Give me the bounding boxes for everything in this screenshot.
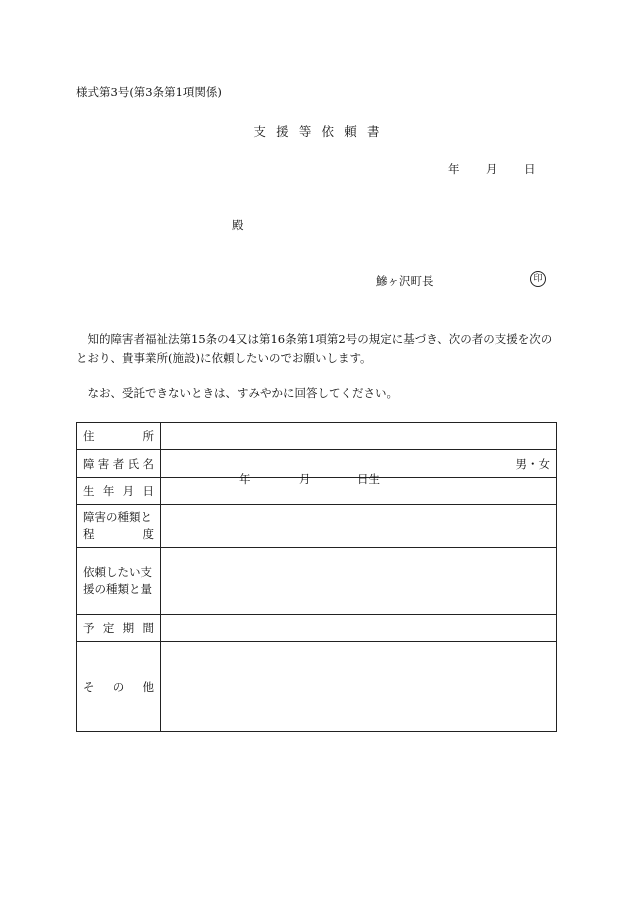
label-support: 依頼したい支 援の種類と量 — [77, 548, 161, 615]
request-paragraph: 知的障害者福祉法第15条の4又は第16条第1項第2号の規定に基づき、次の者の支援を次のとおり、貴事業所(施設)に依頼したいのでお願いします。 — [76, 332, 553, 365]
row-birthdate — [77, 478, 557, 505]
date-day-label: 日 — [524, 162, 536, 176]
date-month-label: 月 — [486, 162, 498, 176]
addressee-suffix: 殿 — [232, 218, 244, 232]
row-address — [77, 423, 557, 450]
row-other — [77, 642, 557, 732]
gender-choice[interactable]: 男・女 — [515, 456, 550, 471]
sender-name: 鰺ヶ沢町長 — [376, 274, 434, 288]
seal-mark: 印 — [530, 271, 546, 287]
row-support — [77, 548, 557, 615]
label-birthdate: 生 年 月 日 — [77, 478, 161, 505]
row-disability — [77, 505, 557, 548]
reply-note: なお、受託できないときは、すみやかに回答してください。 — [87, 386, 398, 400]
label-address: 住 所 — [77, 423, 161, 450]
disability-field[interactable] — [161, 505, 557, 548]
label-period: 予 定 期 間 — [77, 615, 161, 642]
label-other: そ の 他 — [77, 642, 161, 732]
address-field[interactable] — [161, 423, 557, 450]
label-name: 障 害 者 氏 名 — [77, 450, 161, 478]
support-field[interactable] — [161, 548, 557, 615]
document-title: 支 援 等 依 頼 書 — [253, 124, 383, 139]
birth-year-label: 年 — [239, 472, 251, 486]
row-period — [77, 615, 557, 642]
form-number: 様式第3号(第3条第1項関係) — [76, 85, 222, 99]
row-name — [77, 450, 557, 478]
request-form-table — [76, 422, 557, 732]
birth-day-label: 日生 — [357, 472, 380, 486]
birth-month-label: 月 — [299, 472, 311, 486]
label-disability: 障害の種類と 程 度 — [77, 505, 161, 548]
other-field[interactable] — [161, 642, 557, 732]
period-field[interactable] — [161, 615, 557, 642]
date-line — [448, 161, 536, 177]
date-year-label: 年 — [448, 162, 460, 176]
birthdate-field[interactable] — [161, 472, 557, 505]
